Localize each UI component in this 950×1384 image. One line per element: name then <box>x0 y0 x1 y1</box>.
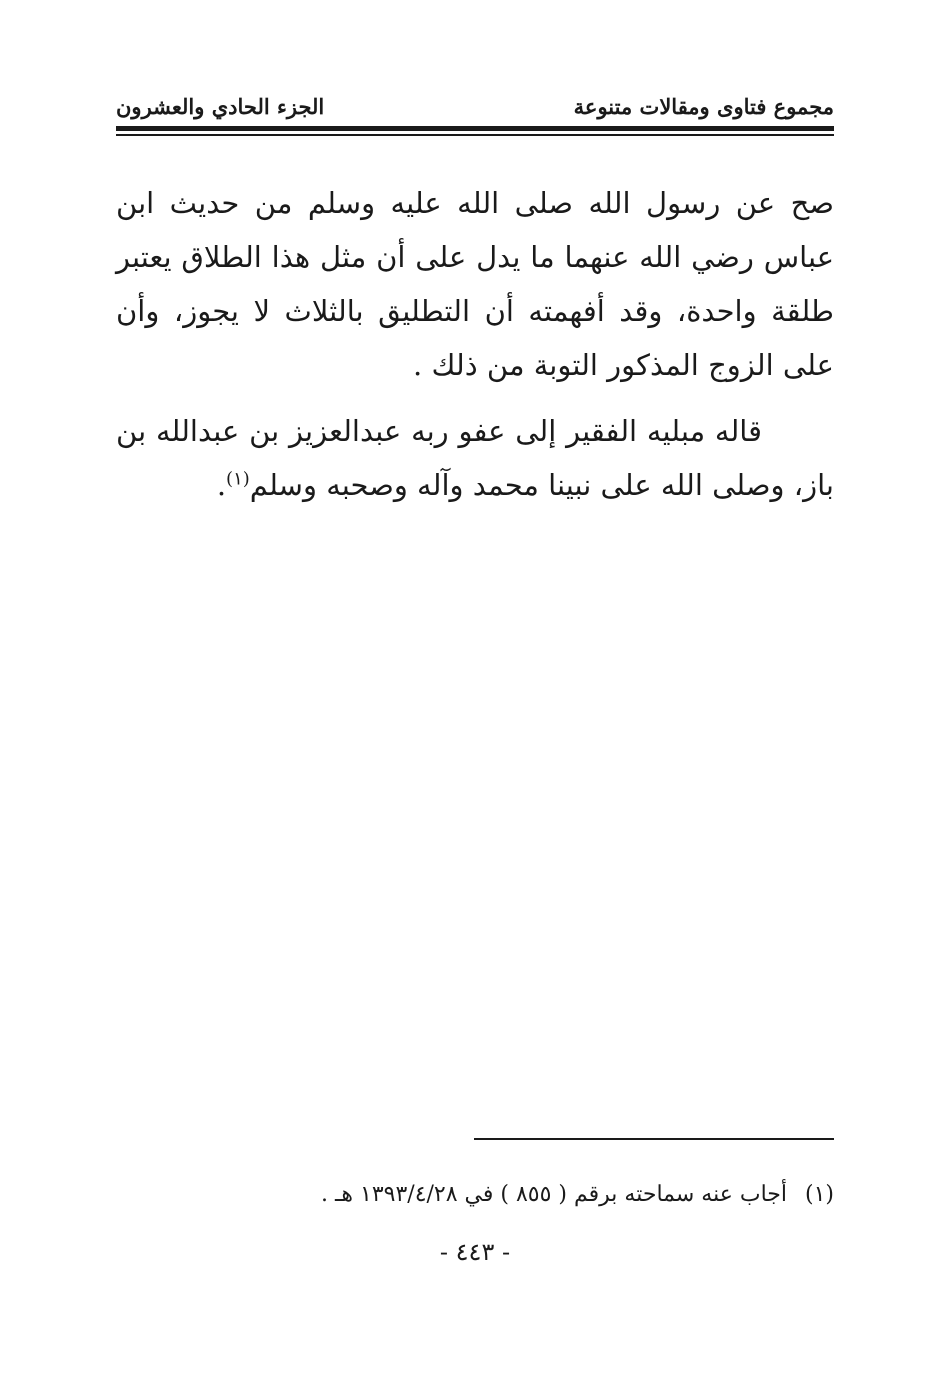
paragraph-2 <box>116 404 834 512</box>
running-header <box>116 92 834 126</box>
volume-label: الجزء الحادي والعشرون <box>116 94 325 119</box>
footnote-text: أجاب عنه سماحته برقم ( ٨٥٥ ) في ١٣٩٣/٤/٢٨ هـ . <box>320 1182 787 1207</box>
header-rule-thick <box>116 126 834 131</box>
paragraph-2-end: . <box>216 468 227 502</box>
footnote-reference[interactable]: (١) <box>226 468 250 490</box>
paragraph-1: صح عن رسول الله صلى الله عليه وسلم من حديث ابن عباس رضي الله عنهما ما يدل على أن مثل هذا الطلاق يعتبر طلقة واحدة، وقد أفهمته أن التطليق بالثلاث لا يجوز، وأن على الزوج المذكور التوبة من ذلك . <box>116 186 834 382</box>
footnote <box>116 1178 834 1212</box>
book-title: مجموع فتاوى ومقالات متنوعة <box>573 94 834 119</box>
paragraph-2-text: قاله مبليه الفقير إلى عفو ربه عبدالعزيز بن عبدالله بن باز، وصلى الله على نبينا محمد وآله وصحبه وسلم <box>116 414 834 502</box>
page-number: - ٤٤٣ - <box>439 1238 511 1266</box>
main-text <box>116 176 834 512</box>
footnote-separator <box>474 1138 834 1140</box>
header-rule-thin <box>116 134 834 136</box>
footnote-number: (١) <box>804 1182 834 1207</box>
